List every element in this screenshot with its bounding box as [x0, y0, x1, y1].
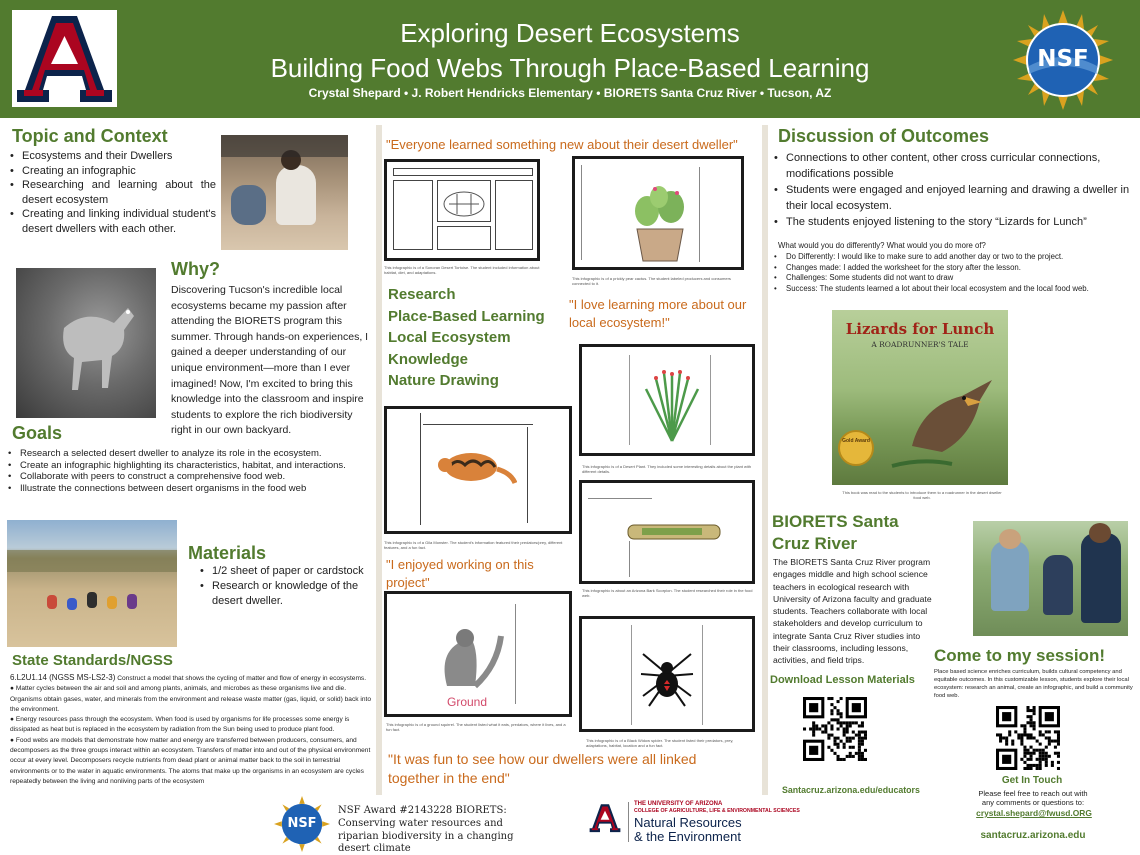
- poster-title: Exploring Desert Ecosystems: [400, 18, 740, 48]
- author-byline: Crystal Shepard • J. Robert Hendricks Elementary • BIORETS Santa Cruz River • Tucson, AZ: [308, 86, 832, 100]
- list-item: • Collaborate with peers to construct a comprehensive food web.: [6, 471, 366, 483]
- goals-list: [6, 448, 366, 494]
- materials-list: [198, 564, 368, 609]
- materials-heading: Materials: [188, 543, 267, 563]
- nsf-footer-logo: [274, 796, 330, 852]
- why-heading: Why?: [171, 259, 220, 279]
- standards-bullet: Matter cycles between the air and soil and among plants, animals, and microbes as these organisms live and die. Organisms obtain gases, water, and minerals from the environment and release waste matter (gas, liquid, or solid) back into the environment.: [10, 685, 371, 713]
- list-item: • Success: The students learned a lot about their local ecosystem and the local food web.: [772, 284, 1136, 295]
- college-name: COLLEGE OF AGRICULTURE, LIFE & ENVIRONMENTAL SCIENCES: [634, 808, 800, 814]
- nsf-logo: [1013, 10, 1113, 110]
- caption-scorpion: This infographic is about an Arizona Bark Scorpion. The student researched their role in the food web.: [582, 588, 753, 598]
- contact-heading: Get In Touch: [1001, 775, 1063, 786]
- caption-ground-squirrel: This infographic is of a ground squirrel. The student listed what it eats, predators, where it lives, and a fun fact.: [386, 722, 566, 732]
- list-item: • Ecosystems and their Dwellers: [8, 149, 216, 164]
- standards-bullet: Energy resources pass through the ecosystem. When food is used by organisms for life processes some energy is dissipated as heat but is replaced in the ecosystem by radiation from the Sun being used to produce plant food.: [10, 716, 350, 734]
- outcomes-list: [772, 150, 1132, 230]
- biorets-heading: BIORETS Santa Cruz River: [772, 512, 899, 553]
- lizards-for-lunch-book-cover: [832, 310, 1008, 485]
- quote-enjoyed-working: "I enjoyed working on this project": [386, 557, 534, 590]
- book-subtitle: A ROADRUNNER'S TALE: [871, 340, 969, 349]
- keyword-local-ecosystem: Local Ecosystem: [388, 329, 511, 346]
- keywords-list: [388, 284, 545, 392]
- gila-monster-infographic: [384, 406, 572, 534]
- list-item: • The students enjoyed listening to the story “Lizards for Lunch”: [772, 214, 1132, 230]
- standards-bullet: Food webs are models that demonstrate how matter and energy are transferred between producers, consumers, and decomposers as the three groups interact within an ecosystem. Transfers of matter into and out of the physical environment occur at every level. Decomposers recycle nutrients from dead plant or animal matter back to the soil in terrestrial environments or to the water in aquatic environments. The atoms that make up the organisms in an ecosystem are cycles repeatedly between the living and nonliving parts of the ecosystem: [10, 736, 371, 785]
- column-divider-left: [376, 125, 382, 795]
- list-item: • Students were engaged and enjoyed learning and drawing a dweller in their local ecosystem.: [772, 182, 1132, 214]
- list-item: • Challenges: Some students did not want to draw: [772, 273, 1136, 284]
- list-item: • Researching and learning about the desert ecosystem: [8, 178, 216, 207]
- topic-list: [8, 149, 216, 236]
- svg-text:Ground: Ground: [447, 695, 488, 709]
- keyword-place-based: Place-Based Learning: [388, 307, 545, 325]
- poster-subtitle: Building Food Webs Through Place-Based Learning: [270, 53, 870, 83]
- department-name-line2: & the Environment: [634, 829, 741, 844]
- session-text: Place based science enriches curriculum, builds cultural competency and equitable outcomes. In this customizable lesson, students explore their local ecosystem: research an animal, create an infographic, and build a community food web.: [934, 669, 1133, 699]
- trail-camera-photo: [16, 268, 156, 418]
- contact-email[interactable]: crystal.shepard@fwusd.ORG: [976, 808, 1092, 818]
- cactus-infographic: [572, 156, 744, 270]
- book-title: Lizards for Lunch: [845, 320, 995, 338]
- ua-footer-logo: [588, 800, 622, 836]
- lesson-materials-qr-code[interactable]: [803, 697, 867, 761]
- column-divider-right: [762, 125, 768, 795]
- goals-heading: Goals: [12, 423, 63, 443]
- department-name-line1: Natural Resources: [634, 815, 742, 830]
- download-heading: Download Lesson Materials: [770, 674, 915, 686]
- desert-students-photo: [7, 520, 177, 647]
- caption-desert-plant: This infographic is of a Desert Plant. They included some interesting details about the plant with different details.: [582, 464, 752, 474]
- caption-tortoise: This infographic is of a Sonoran Desert Tortoise. The student included information about habitat, diet, and adaptations.: [384, 265, 540, 275]
- website-link[interactable]: santacruz.arizona.edu: [980, 830, 1086, 841]
- nsf-logo-text: NSF: [1037, 46, 1089, 72]
- reflection-list: [772, 252, 1136, 294]
- session-heading: Come to my session!: [934, 646, 1105, 665]
- contact-qr-code[interactable]: [996, 706, 1060, 770]
- keyword-nature-drawing: Nature Drawing: [388, 372, 499, 389]
- list-item: • Research or knowledge of the desert dweller.: [198, 579, 368, 609]
- caption-black-widow: This infographic is of a Black Widow spider. The student listed their predators, prey, adaptations, habitat, location and a fun fact.: [586, 738, 734, 748]
- desert-plant-infographic: [579, 344, 755, 456]
- list-item: • Creating an infographic: [8, 164, 216, 179]
- contact-text: Please feel free to reach out with any comments or questions to:: [978, 789, 1088, 807]
- quote-dwellers-linked: "It was fun to see how our dwellers were all linked together in the end": [388, 751, 697, 786]
- list-item: • Do Differently: I would like to make sure to add another day or two to the project.: [772, 252, 1136, 263]
- list-item: • Illustrate the connections between desert organisms in the food web: [6, 483, 366, 495]
- list-item: • Creating and linking individual student's desert dwellers with each other.: [8, 207, 216, 236]
- caption-gila-monster: This infographic is of a Gila Monster. The student's information featured their predators/prey, different features, and a fun fact.: [384, 540, 563, 550]
- scorpion-infographic: [579, 480, 755, 584]
- ua-name: THE UNIVERSITY OF ARIZONA: [634, 801, 723, 807]
- quote-love-learning: "I love learning more about our local ecosystem!": [569, 297, 747, 330]
- researchers-photo: [973, 521, 1128, 636]
- topic-heading: Topic and Context: [12, 126, 168, 146]
- black-widow-infographic: [579, 616, 755, 732]
- list-item: • Changes made: I added the worksheet for the story after the lesson.: [772, 263, 1136, 274]
- list-item: • Research a selected desert dweller to analyze its role in the ecosystem.: [6, 448, 366, 460]
- keyword-research: Research: [388, 286, 456, 303]
- standards-code-text: Construct a model that shows the cycling of matter and flow of energy in ecosystems.: [117, 675, 367, 682]
- nsf-footer-logo-text: NSF: [287, 816, 317, 831]
- field-research-photo: [221, 135, 348, 250]
- book-award-badge: Gold Award: [842, 438, 870, 444]
- caption-book: This book was read to the students to introduce them to a roadrunner in the desert dweller food web.: [842, 490, 1002, 500]
- standards-heading: State Standards/NGSS: [12, 652, 173, 669]
- poster-header: [0, 0, 1140, 118]
- caption-cactus: This infographic is of a prickly pear cactus. The student labeled producers and consumers connected to it.: [572, 276, 731, 286]
- standards-code: 6.L2U1.14 (NGSS MS-LS2-3): [10, 673, 116, 682]
- standards-body: 6.L2U1.14 (NGSS MS-LS2-3) Construct a model that shows the cycling of matter and flow of energy in ecosystems. ● Matter cycles between the air and soil and among plants, animals, and microbes as these organisms live and die. Organisms obtain gases, water, and minerals from the environment and release waste matter (gas, liquid, or solid) back into the environment. ● Energy resources pass through the ecosystem. When food is used by organisms for life processes some energy is dissipated as heat but is replaced in the ecosystem by radiation from the Sun being used to produce plant food. ● Food webs are models that demonstrate how matter and energy are transferred between producers, consumers, and decomposers as the three groups interact within an ecosystem. Transfers of matter into and out of the physical environment occur at every level. Decomposers recycle nutrients from dead plant or animal matter back to the soil in terrestrial environments or to the water in aquatic environments. The atoms that make up the organisms in an ecosystem are cycles repeatedly between the living and nonliving parts of the ecosystem: [10, 673, 371, 785]
- reflection-question: What would you do differently? What would you do more of?: [778, 241, 986, 250]
- keyword-knowledge: Knowledge: [388, 350, 469, 368]
- outcomes-heading: Discussion of Outcomes: [778, 126, 990, 146]
- why-body: Discovering Tucson's incredible local ecosystems became my passion after attending the BIORETS program this summer. Through hands-on experiences, I gained a deeper understanding of our unique environment—more than I ever imagined! Now, I'm excited to bring this knowledge into the classroom and inspire students to explore the rich biodiversity right in our own backyard.: [171, 284, 369, 437]
- tortoise-infographic: [384, 159, 540, 261]
- quote-everyone-learned: "Everyone learned something new about their desert dweller": [386, 137, 738, 152]
- list-item: • Connections to other content, other cross curricular connections, modifications possible: [772, 150, 1132, 182]
- ground-squirrel-infographic: [384, 591, 572, 717]
- list-item: • 1/2 sheet of paper or cardstock: [198, 564, 368, 579]
- ua-footer-divider: [628, 802, 629, 842]
- biorets-body: The BIORETS Santa Cruz River program engages middle and high school science teachers in ecological research with University of Arizona faculty and graduate students. Teachers collaborate with local stakeholders and develop curriculum to integrate Santa Cruz River studies into their classrooms, including lessons, activities, and field trips.: [773, 557, 932, 666]
- list-item: • Create an infographic highlighting its characteristics, habitat, and interactions.: [6, 460, 366, 472]
- nsf-award-text: NSF Award #2143228 BIORETS: Conserving water resources and riparian biodiversity in a changing desert climate: [338, 805, 514, 855]
- download-link[interactable]: Santacruz.arizona.edu/educators: [782, 785, 920, 795]
